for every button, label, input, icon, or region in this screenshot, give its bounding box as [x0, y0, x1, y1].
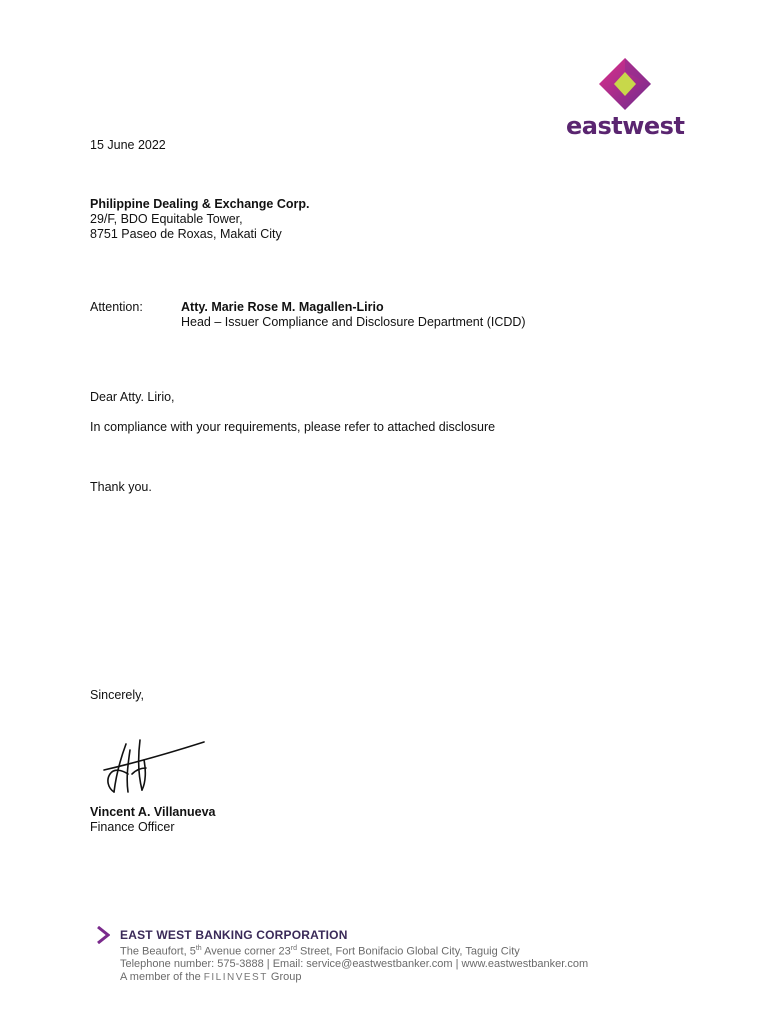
closing: Sincerely,: [90, 688, 144, 702]
footer-address-part: Avenue corner 23: [201, 945, 291, 958]
handwritten-signature: [100, 730, 210, 800]
footer-address-part: The Beaufort, 5: [120, 945, 196, 958]
footer-member: [120, 971, 301, 983]
salutation: Dear Atty. Lirio,: [90, 390, 175, 404]
attention-name: Atty. Marie Rose M. Magallen-Lirio: [181, 300, 384, 314]
eastwest-logo: [566, 56, 684, 140]
letter-date: 15 June 2022: [90, 138, 166, 152]
recipient-address-line2: 8751 Paseo de Roxas, Makati City: [90, 227, 282, 241]
attention-label: Attention:: [90, 300, 143, 314]
filinvest-wordmark: FILINVEST: [203, 972, 268, 983]
footer-contact: Telephone number: 575-3888 | Email: service@eastwestbanker.com | www.eastwestbanker.com: [120, 958, 589, 970]
signer-title: Finance Officer: [90, 820, 175, 834]
logo-wordmark: eastwest: [566, 112, 685, 140]
footer-company-name: EAST WEST BANKING CORPORATION: [120, 928, 348, 942]
recipient-company: Philippine Dealing & Exchange Corp.: [90, 197, 310, 211]
attention-block: [181, 300, 526, 330]
footer-member-prefix: A member of the: [120, 971, 204, 983]
thank-you-line: Thank you.: [90, 480, 152, 494]
signer-name: Vincent A. Villanueva: [90, 805, 216, 819]
footer-address-sup: th: [195, 945, 202, 952]
footer-member-suffix: Group: [267, 971, 302, 983]
chevron-right-icon: [96, 926, 110, 944]
recipient-address: [90, 197, 309, 242]
attention-position: Head – Issuer Compliance and Disclosure Department (ICDD): [181, 315, 526, 329]
footer-address-sup: rd: [290, 945, 297, 952]
letter-body: In compliance with your requirements, please refer to attached disclosure: [90, 420, 496, 434]
eastwest-diamond-icon: [566, 56, 684, 112]
recipient-address-line1: 29/F, BDO Equitable Tower,: [90, 212, 243, 226]
footer-address: [120, 945, 520, 958]
footer-address-part: Street, Fort Bonifacio Global City, Taguig City: [297, 945, 520, 958]
